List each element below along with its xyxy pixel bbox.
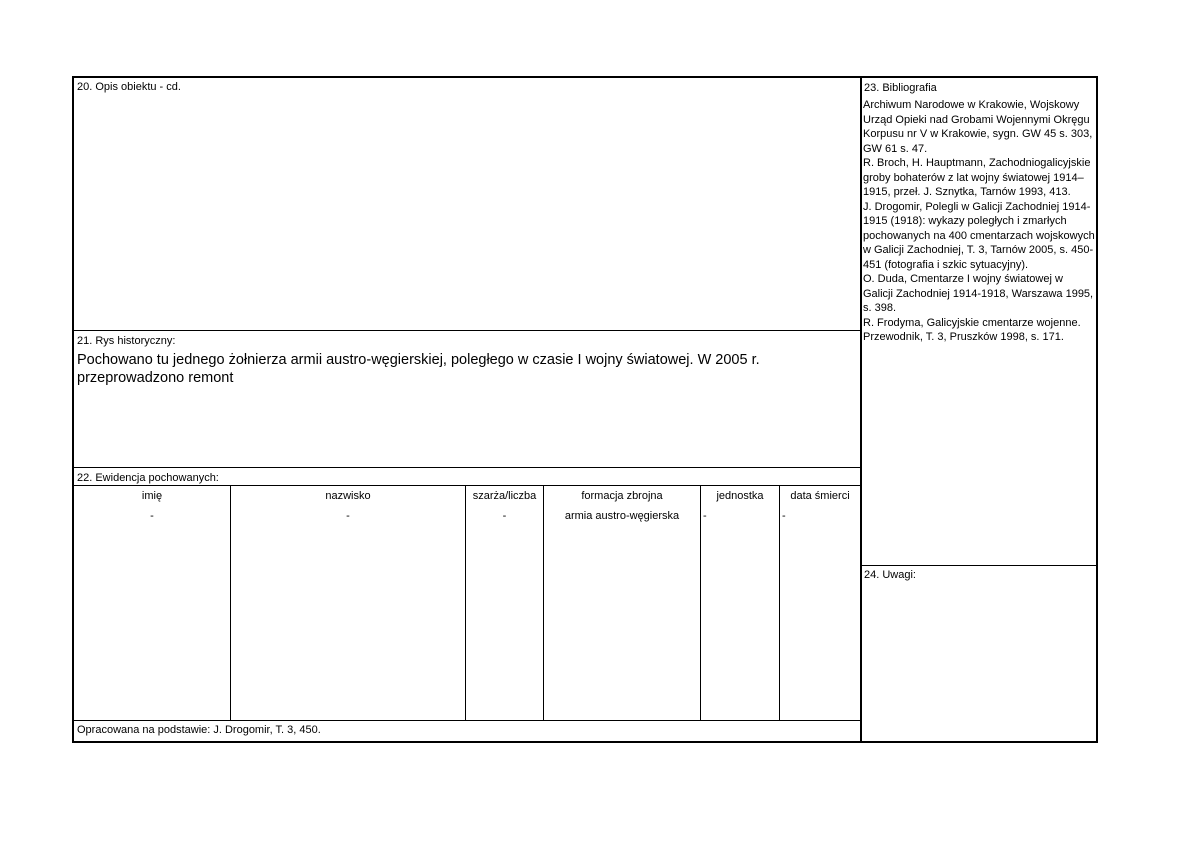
section-21-label: 21. Rys historyczny: <box>77 335 176 347</box>
col-header-formacja: formacja zbrojna <box>581 490 663 502</box>
section-24-label: 24. Uwagi: <box>864 569 916 581</box>
col-header-imie: imię <box>141 490 163 502</box>
bibliography-entry: Archiwum Narodowe w Krakowie, Wojskowy Urząd Opieki nad Grobami Wojennymi Okręgu Korpusu nr V w Krakowie, sygn. GW 45 s. 303, GW 61 s. 47. <box>863 99 1093 155</box>
col-header-szarza: szarża/liczba <box>472 490 537 502</box>
table-footer: Opracowana na podstawie: J. Drogomir, T. 3, 450. <box>77 724 321 736</box>
divider-20-21 <box>73 330 861 331</box>
table-col-sep <box>700 485 701 720</box>
cell-formacja: armia austro-węgierska <box>564 510 680 522</box>
section-23-label: 23. Bibliografia <box>864 82 937 94</box>
cell-szarza: - <box>502 510 507 522</box>
bibliography-entry: O. Duda, Cmentarze I wojny światowej w Galicji Zachodniej 1914-1918, Warszawa 1995, s. 398. <box>863 273 1094 314</box>
col-header-nazwisko: nazwisko <box>325 490 371 502</box>
section-22-label: 22. Ewidencja pochowanych: <box>77 472 219 484</box>
col-header-data-smierci: data śmierci <box>790 490 850 502</box>
bibliography-entry: J. Drogomir, Polegli w Galicji Zachodniej 1914-1915 (1918): wykazy poległych i zmarłych pochowanych na 400 cmentarzach wojskowych w Galicji Zachodniej, T. 3, Tarnów 2005, s. 450-451 (fotografia i szkic sytuacyjny). <box>863 200 1095 271</box>
bibliography-list <box>863 98 1095 345</box>
section-20-label: 20. Opis obiektu - cd. <box>77 81 181 93</box>
divider-22-table <box>73 485 861 486</box>
cell-nazwisko: - <box>346 510 350 522</box>
section-21-text: Pochowano tu jednego żołnierza armii austro-węgierskiej, poległego w czasie I wojny światowej. W 2005 r. przeprowadzono remont <box>77 352 760 386</box>
col-header-jednostka: jednostka <box>716 490 764 502</box>
divider-21-22 <box>73 467 861 468</box>
column-divider <box>860 77 862 742</box>
divider-23-24 <box>861 565 1097 566</box>
cell-imie: - <box>150 510 154 522</box>
bibliography-entry: R. Broch, H. Hauptmann, Zachodniogalicyjskie groby bohaterów z lat wojny światowej 1914–1915, przeł. J. Sznytka, Tarnów 1993, 413. <box>863 157 1091 198</box>
table-col-sep <box>779 485 780 720</box>
bibliography-entry: R. Frodyma, Galicyjskie cmentarze wojenne. Przewodnik, T. 3, Pruszków 1998, s. 171. <box>863 316 1081 343</box>
cell-jednostka: - <box>703 510 707 522</box>
cell-data-smierci: - <box>782 510 786 522</box>
divider-table-footer <box>73 720 861 721</box>
